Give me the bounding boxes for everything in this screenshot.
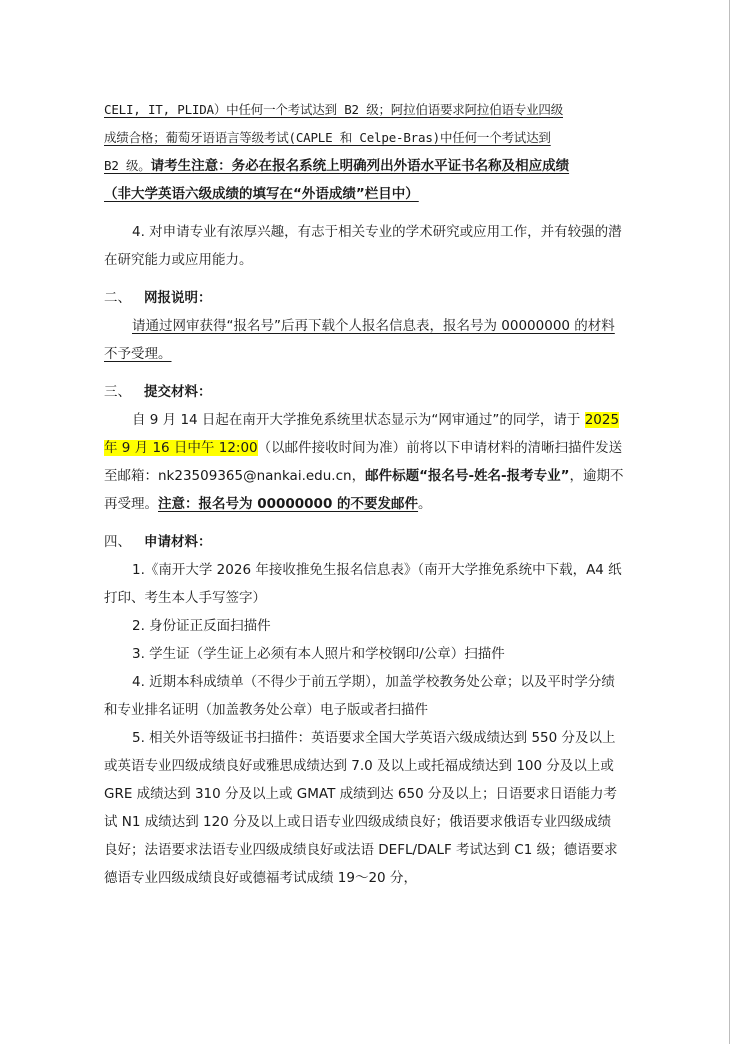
online-application-note: 请通过网审获得“报名号”后再下载个人报名信息表，报名号为 00000000 的材料不予受理。	[104, 318, 615, 362]
requirement-item-4: 4. 对申请专业有浓厚兴趣，有志于相关专业的学术研究或应用工作，并有较强的潜在研究能力或应用能力。	[104, 224, 622, 268]
email-subject-rule: 邮件标题“报名号-姓名-报考专业”	[365, 468, 570, 484]
section-number: 四、	[104, 534, 131, 550]
section-title: 提交材料：	[144, 384, 212, 400]
document-body	[104, 96, 624, 892]
section-title: 网报说明：	[144, 290, 212, 306]
no-email-warning: 注意：报名号为 00000000 的不要发邮件	[158, 496, 419, 512]
deadline-highlight: 2025 年 9 月 16 日中午 12:00	[104, 412, 620, 456]
section-3-heading	[104, 378, 624, 406]
notice-note: （非大学英语六级成绩的填写在“外语成绩”栏目中）	[104, 186, 419, 202]
section-number: 二、	[104, 290, 131, 306]
material-item: 5. 相关外语等级证书扫描件：英语要求全国大学英语六级成绩达到 550 分及以上或英语专业四级成绩良好或雅思成绩达到 7.0 及以上或托福成绩达到 100 分及以上或 GRE 成绩达到 310 分及以上或 GMAT 成绩到达 650 分及以上；日语要求日语能力考试 N1 成绩达到 120 分及以上或日语专业四级成绩良好；俄语要求俄语专业四级成绩良好；法语要求法语专业四级成绩良好或法语 DEFL/DALF 考试达到 C1 级；德语要求德语专业四级成绩良好或德福考试成绩 19～20 分，	[104, 730, 618, 886]
period: 。	[418, 496, 432, 512]
page-edge	[729, 0, 730, 1044]
material-item: 3. 学生证（学生证上必须有本人照片和学校钢印/公章）扫描件	[132, 646, 505, 662]
submission-paragraph	[104, 406, 624, 518]
lang-req-level: B2 级。	[104, 158, 151, 173]
section-2-heading	[104, 284, 624, 312]
material-item: 1.《南开大学 2026 年接收推免生报名信息表》（南开大学推免系统中下载，A4 纸打印、考生本人手写签字）	[104, 562, 622, 606]
section-number: 三、	[104, 384, 131, 400]
submission-email: （以邮件接收时间为准）前将以下申请材料的清晰扫描件发送至邮箱：nk23509365@nankai.edu.cn，	[104, 440, 623, 484]
late-note: ，逾期不再受理。	[104, 468, 624, 512]
material-item: 2. 身份证正反面扫描件	[132, 618, 271, 634]
lang-req-line1: CELI, IT, PLIDA）中任何一个考试达到 B2 级；阿拉伯语要求阿拉伯语专业四级	[104, 102, 563, 117]
material-item: 4. 近期本科成绩单（不得少于前五学期），加盖学校教务处公章；以及平时学分绩和专业排名证明（加盖教务处公章）电子版或者扫描件	[104, 674, 615, 718]
notice-text: 请考生注意：务必在报名系统上明确列出外语水平证书名称及相应成绩	[150, 158, 570, 174]
section-4-heading	[104, 528, 624, 556]
lang-req-line2: 成绩合格；葡萄牙语语言等级考试(CAPLE 和 Celpe-Bras)中任何一个考试达到	[104, 130, 551, 145]
submission-intro: 自 9 月 14 日起在南开大学推免系统里状态显示为“网审通过”的同学，请于	[132, 412, 585, 428]
lang-req-line3	[104, 152, 624, 180]
section-title: 申请材料：	[144, 534, 212, 550]
